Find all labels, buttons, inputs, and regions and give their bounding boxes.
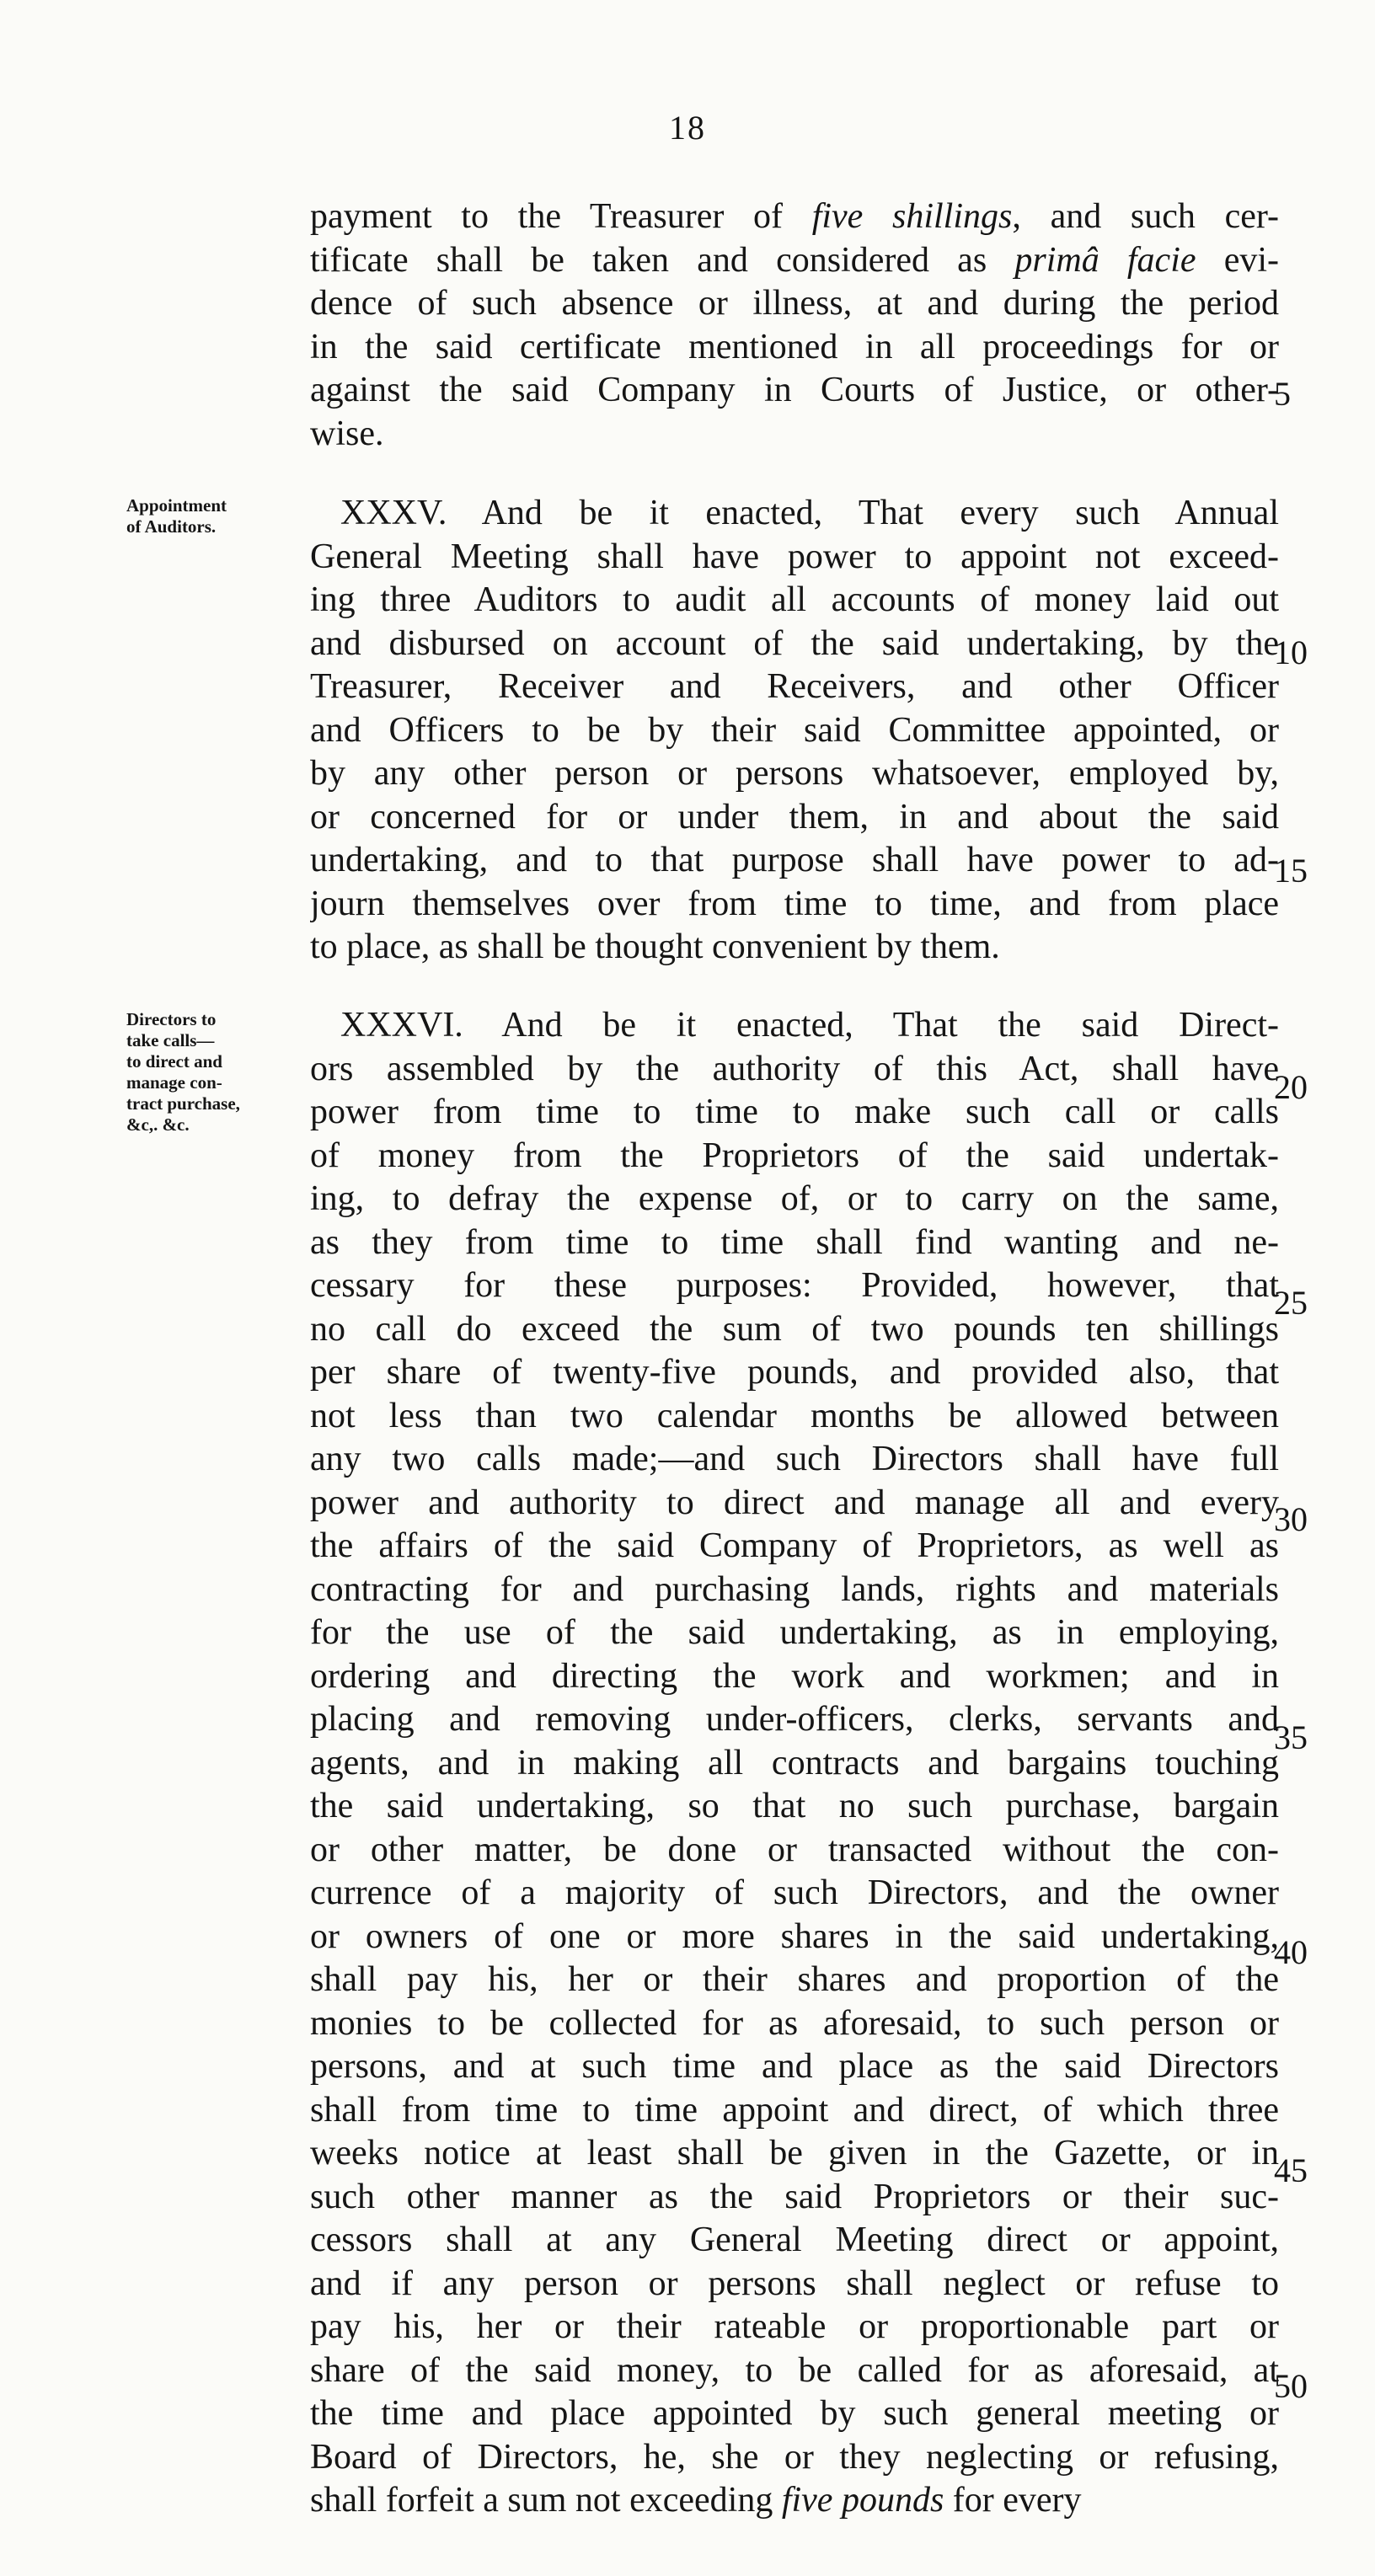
text-line: any two calls made;—and such Directors shall have full xyxy=(310,1440,1279,1478)
text-line: ing three Auditors to audit all accounts of money laid out xyxy=(310,580,1279,619)
line-number: 20 xyxy=(1274,1068,1308,1106)
margin-note-line: Directors to xyxy=(126,1009,217,1029)
text-line: persons, and at such time and place as the said Directors xyxy=(310,2047,1279,2086)
text-line: dence of such absence or illness, at and during the period xyxy=(310,284,1279,323)
text-line: no call do exceed the sum of two pounds ten shillings xyxy=(310,1309,1279,1349)
text-line: in the said certificate mentioned in all proceedings for or xyxy=(310,327,1279,366)
text-line: agents, and in making all contracts and bargains touching xyxy=(310,1743,1279,1782)
text-line: Board of Directors, he, she or they neglecting or refusing, xyxy=(310,2437,1279,2477)
text-line: power and authority to direct and manage all and every xyxy=(310,1483,1279,1522)
text-line: or concerned for or under them, in and about the said xyxy=(310,797,1279,836)
text-line: power from time to time to make such call or calls xyxy=(310,1093,1279,1131)
margin-note xyxy=(126,1009,303,1136)
text-line: for the use of the said undertaking, as in employing, xyxy=(310,1613,1279,1652)
text-line: the affairs of the said Company of Proprietors, as well as xyxy=(310,1526,1279,1565)
text-line: by any other person or persons whatsoever, employed by, xyxy=(310,754,1279,793)
text-line: or other matter, be done or transacted without the con- xyxy=(310,1830,1279,1869)
text-line: journ themselves over from time to time, and from place xyxy=(310,884,1279,923)
text-line: cessors shall at any General Meeting direct or appoint, xyxy=(310,2221,1279,2259)
margin-note-line: take calls— xyxy=(126,1030,215,1050)
line-number: 10 xyxy=(1274,633,1308,671)
text-line: or owners of one or more shares in the said undertaking, xyxy=(310,1916,1279,1956)
line-number: 40 xyxy=(1274,1933,1308,1971)
page-number: 18 xyxy=(669,109,706,147)
text-line: ors assembled by the authority of this Act, shall have xyxy=(310,1049,1279,1088)
text-line: shall forfeit a sum not exceeding five pounds for every xyxy=(310,2481,1082,2520)
text-line: tificate shall be taken and considered as primâ facie evi- xyxy=(310,240,1279,280)
text-line: undertaking, and to that purpose shall have power to ad- xyxy=(310,841,1279,879)
text-line: and disbursed on account of the said undertaking, by the xyxy=(310,623,1279,663)
line-number: 5 xyxy=(1274,375,1291,413)
text-line: cessary for these purposes: Provided, however, that xyxy=(310,1266,1279,1305)
line-number: 45 xyxy=(1274,2151,1308,2189)
text-line: and if any person or persons shall neglect or refuse to xyxy=(310,2263,1279,2303)
text-line: XXXV. And be it enacted, That every such Annual xyxy=(340,494,1279,532)
text-line: monies to be collected for as aforesaid, to such person or xyxy=(310,2003,1279,2043)
margin-note-line: Appointment xyxy=(126,495,227,516)
text-line: of money from the Proprietors of the said undertak- xyxy=(310,1136,1279,1175)
text-line: against the said Company in Courts of Justice, or other- xyxy=(310,371,1279,409)
text-line: to place, as shall be thought convenient by them. xyxy=(310,927,1000,966)
text-line: the said undertaking, so that no such purchase, bargain xyxy=(310,1787,1279,1825)
line-number: 30 xyxy=(1274,1500,1308,1538)
text-line: placing and removing under-officers, clerks, servants and xyxy=(310,1700,1279,1739)
margin-note-line: &c,. &c. xyxy=(126,1114,190,1135)
line-number: 50 xyxy=(1274,2367,1308,2405)
text-line: payment to the Treasurer of five shillings, and such cer- xyxy=(310,197,1279,236)
margin-note-line: to direct and xyxy=(126,1051,222,1072)
text-line: share of the said money, to be called for as aforesaid, at xyxy=(310,2350,1279,2390)
text-line: as they from time to time shall find wanting and ne- xyxy=(310,1222,1279,1262)
paragraph xyxy=(310,195,1279,456)
text-line: the time and place appointed by such general meeting or xyxy=(310,2394,1279,2433)
text-line: pay his, her or their rateable or proportionable part or xyxy=(310,2307,1279,2346)
margin-note-line: tract purchase, xyxy=(126,1093,240,1114)
text-line: per share of twenty-five pounds, and provided also, that xyxy=(310,1353,1279,1392)
margin-note-line: manage con- xyxy=(126,1072,222,1093)
margin-note xyxy=(126,495,303,537)
text-line: Treasurer, Receiver and Receivers, and other Officer xyxy=(310,667,1279,706)
text-line: wise. xyxy=(310,414,384,453)
text-line: ing, to defray the expense of, or to carry on the same, xyxy=(310,1179,1279,1218)
paragraph xyxy=(310,492,1279,970)
text-line: XXXVI. And be it enacted, That the said Direct- xyxy=(340,1006,1279,1045)
text-line: shall from time to time appoint and direct, of which three xyxy=(310,2090,1279,2130)
paragraph xyxy=(310,1004,1279,2523)
line-number: 15 xyxy=(1274,852,1308,890)
text-line: currence of a majority of such Directors, and the owner xyxy=(310,1873,1279,1912)
line-number: 35 xyxy=(1274,1718,1308,1756)
text-line: ordering and directing the work and workmen; and in xyxy=(310,1656,1279,1696)
text-line: General Meeting shall have power to appoint not exceed- xyxy=(310,537,1279,576)
text-line: and Officers to be by their said Committee appointed, or xyxy=(310,710,1279,750)
text-line: not less than two calendar months be allowed between xyxy=(310,1396,1279,1435)
text-line: shall pay his, her or their shares and proportion of the xyxy=(310,1960,1279,1999)
line-number: 25 xyxy=(1274,1284,1308,1322)
text-line: contracting for and purchasing lands, rights and materials xyxy=(310,1569,1279,1609)
text-line: such other manner as the said Proprietors or their suc- xyxy=(310,2177,1279,2216)
margin-note-line: of Auditors. xyxy=(126,516,217,537)
text-line: weeks notice at least shall be given in the Gazette, or in xyxy=(310,2134,1279,2172)
